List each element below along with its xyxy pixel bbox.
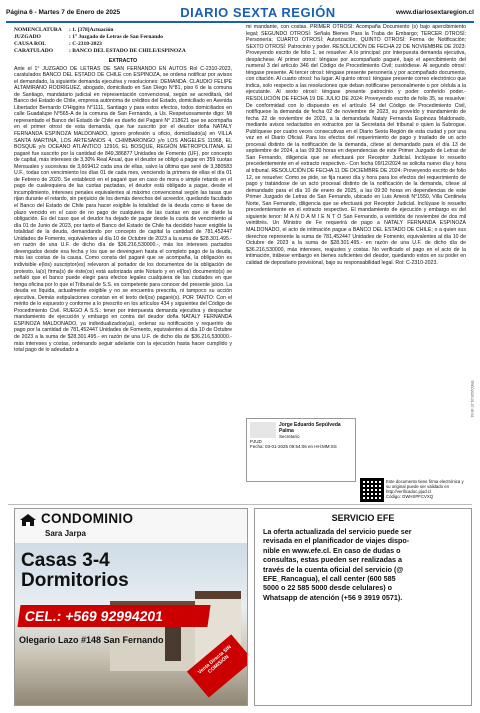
page-info — [6, 9, 120, 16]
signer-role: Secretario — [279, 434, 300, 439]
meta-key: CAUSA ROL — [14, 41, 46, 47]
ad-badge: Venta Directa SIN COMISIÓN — [187, 634, 248, 697]
newspaper-title: DIARIO SEXTA REGIÓN — [180, 4, 336, 20]
meta-row — [14, 41, 229, 48]
ad-title: CONDOMINIO — [41, 511, 134, 526]
service-line: consultas, estas pueden ser realizadas a — [263, 555, 403, 565]
page-header — [6, 4, 474, 20]
service-line: La oferta actualizada del servicio puede ser — [263, 527, 412, 536]
verification-text: Este documento tiene firma electrónica y su original puede ser validado en http://verificadoc.pjud.cl — [386, 479, 464, 494]
service-line: 5000 o 22 585 5000 desde celulares) o — [263, 583, 393, 593]
service-line: nible en www.efe.cl. En caso de dudas o — [263, 545, 401, 555]
signer-name: Jorge Eduardo Sepúlveda Palma — [279, 422, 341, 434]
verification-code: Código: GWHXPFCVXQ — [386, 494, 434, 499]
meta-row — [14, 34, 229, 41]
ad-headline — [21, 551, 129, 591]
service-line: través de la cuenta oficial del servicio (@ — [263, 564, 404, 574]
meta-row — [14, 27, 229, 34]
meta-row — [14, 48, 229, 55]
meta-key: JUZGADO — [14, 34, 41, 40]
meta-key: NOMENCLATURA — [14, 27, 62, 33]
extract-left-column — [14, 58, 232, 516]
ad-phone: CEL.: +569 92994201 — [17, 605, 210, 627]
signature-date: Fecha: 03-01-2025 09:54:06 en HH:MM:SS — [250, 444, 337, 449]
service-line: EFE_Rancagua), el call center (600 585 — [263, 574, 396, 584]
service-title: SERVICIO EFE — [331, 513, 395, 523]
section-divider — [8, 504, 472, 505]
service-body — [263, 527, 463, 602]
meta-value: : BANCO DEL ESTADO DE CHILE/ESPINOZA — [69, 48, 186, 54]
extract-title: EXTRACTO — [108, 58, 138, 64]
signer-dept: PJUD — [250, 439, 262, 444]
extract-right-column — [246, 24, 466, 414]
page-number: Página 6 — [6, 8, 33, 16]
house-logo-icon — [19, 513, 37, 527]
case-metadata — [14, 27, 229, 55]
condominio-ad — [14, 508, 248, 706]
page-date: - Martes 7 de Enero de 2025 — [34, 8, 121, 16]
door-shape — [165, 623, 181, 661]
header-divider — [6, 21, 474, 23]
side-code: TREO2025-01-07 09:54 — [470, 380, 474, 418]
electronic-signature — [246, 418, 356, 482]
meta-value: : 1. [378]Actuación — [69, 27, 114, 33]
ad-address: Olegario Lazo #148 San Fernando — [19, 635, 164, 645]
seal-icon — [250, 422, 276, 438]
service-line: revisada en el planificador de viajes dispo- — [263, 536, 410, 546]
verification-note — [386, 479, 468, 499]
meta-value: : 1° Juzgado de Letras de San Fernando — [69, 34, 164, 40]
qr-code-icon — [360, 478, 384, 502]
ad-subtitle: Sara Jarpa — [45, 529, 86, 538]
extract-paragraph: Ante el 1° JUZGADO DE LETRAS DE SAN FERNANDO EN AUTOS Rol C-2310-2023, caratulados BANCO DEL ESTADO DE CHILE con ESPINOZA, se ordena notificar por avisos el demandado, la siguiente demanda ejecutiva y resoluciones: DEMANDA. CLAUDIO FELIPE ALTAMIRANO RODRÍGUEZ, abogado, domiciliado en San Diego N°81, piso 6 de la comuna de Santiago, mandatario judicial en representación convencional, según se acreditará, del Banco del Estado de Chile, empresa autónoma de créditos del Estado, domiciliado en Avenida Libertador Bernardo O'Higgins N°1111, Santiago y para estos efectos, todos domiciliados en calle Guadalupe N°565-A de la comuna de San Fernando, a Us. Respetuosamente digo: Mi representado el Banco del Estado de Chile es dueño del Pagaré N° 218621 que se acompaña en el primer otrosí de esta demanda, que fue suscrito por el deudor doña NATALY FERNANDA ESPINOZA MALDONADO, ignoro profesión u oficio, domiciliado(a) en VILLA SANTA MARTINA, LOS ARTESANOS 4, CHIMBARONGO y/o LOS ANGELES 11968, EL BOSQUE y/o OCEANO ATLÁNTICO 12916, EL BOSQUE, REGIÓN METROPOLITANA. El pagaré fue suscrito por la cantidad de 849,386877 Unidades de Fomento (UF), por concepto de capital, más intereses de 3,30% Real Anual, que el deudor se obligó a pagar en 359 cuotas Mensuales y sucesivas de 3,669412 cada una de ellas, salvo la última que seré de 3,380583 U.F., todas con vencimiento los días 01 de cada mes, venciendo la primera de ellas el día 01 de Febrero de 2020. Se estableció en el pagaré que en caso de mora o simple retardo en el pago de cualesquiera de las cuotas pactadas, el deudor está obligado a pagar, desde el incumplimiento, intereses penales equivalentes al máximo convencional según las tasas que rijan durante el retardo, sin perjuicio de los demás derechos del acreedor, quedando facultado el Banco del Estado de Chile para hacer exigible la totalidad de la deuda como si fuese de plazo vencido en el caso de no pago de cualquiera de las cuotas en que se divide la obligación. Es del caso que el deudor ha dejado de pagar desde la cuota de vencimiento al día 01 de Junio de 2023, por tanto el Banco del Estado de Chile ha decidido hacer exigible la totalidad de la deuda, demandando por concepto de capital la cantidad de 781,452447 Unidades de Fomento, equivalentes al día 10 de Octubre de 2023 a la suma de $28.301.495.- en razón de una U.F. de dicho día de $36.216,530000.-, más los intereses pactados devengados desde esa fecha y los que se devenguen hasta el completo pago de la deuda, más las costas de la causa. Como consta del pagaré que se acompaña, la obligación es indivisible e(los) suscriptor(es) relevaron al portador de los documentos de la obligación de protesto, la(s) firma(s) de éste(os) está autorizada ante Notario y en el(los) documento(s) se señaló que el banco puede elegir para efectos legales cualquiera de las ciudades en que tenga oficina por lo que el Tribunal de S.S. es competente para conocer del presente juicio. La deuda es líquida, actualmente exigible y no se encuentra prescrita, ni tampoco su acción ejecutiva. Demás estipulaciones constan en el texto del(os) pagaré(s). POR TANTO: Con el mérito de lo expuesto y conforme a lo prescrito en los artículos 434 y siguientes del Código de Procedimiento Civil. RUEGO A S.S.: tener por interpuesta demanda ejecutiva y despachar mandamiento de ejecución y embargo en contra del deudor doña NATALY FERNANDA ESPINOZA MALDONADO, ya individualizados(as), ordenar su notificación y requerirlo de pago por la cantidad de 781,452447 Unidades de Fomento, equivalentes al día 10 de Octubre de 2023 a la suma de $28.301.495.- en razón de una U.F. de dicho día de $36.216,530000.- más intereses y costas, ordenando seguir adelante con la ejecución hasta hacer cumplido y total pago de lo adeudado a — [14, 65, 232, 354]
extract-paragraph: mi mandante, con costas. PRIMER OTROSÍ: Acompaña Documento (s) bajo apercibimiento legal; SEGUNDO OTROSÍ: Señala Bienes Para la Traba de Embargo; TERCER OTROSÍ: Personería; CUARTO OTROSÍ: Autorización, QUINTO OTROSÍ: Forma de Notificación; SEXTO OTROSÍ: Patrocinio y poder. RESOLUCIÓN DE FECHA 22 DE NOVIEMBRE DE 2023: Proveyendo escrito de folio 1, se resuelve: A lo principal: por interpuesta demanda ejecutiva, despáchese. Al primer otrosí: téngase por acompañado pagaré, bajo el apercibimiento del numeral 3 del artículo 346 del Código de Procedimiento Civil; custódiese. Al segundo otrosí: téngase presente. Al tercer otrosí: téngase presente personería y por acompañado documento, con citación. Al cuarto otrosí: ha lugar. Al quinto otrosí: téngase presente correo electrónico que indica, solo respecto a las resoluciones que deban notificarse personalmente o por cédula a la ejecutante. Al sexto otrosí: téngase presente patrocinio y poder conferido poder.- RESOLUCIÓN DE FECHA 19 DE JULIO DE 2024: Proveyendo escrito de folio 35, se resuelve: De conformidad con lo dispuesto en el artículo 54 del Código de Procedimiento Civil, notifíquese la demanda de fecha 02 de noviembre de 2023, su proveído y mandamiento de fecha 22 de noviembre de 2023, a la demandada Nataly Fernanda Espinoza Maldonado, mediante avisos redactados en extractos por la Secretaria del tribunal o quien la Subrogue. Publíquese por cuatro veces consecutivas en el Diario Sexta Región de esta ciudad y por una vez en el Diario Oficial. Para los efectos del requerimiento de pago y traslado de un acto procesal distinto de la notificación de la demanda, cítese al demandado para el día 13 de septiembre de 2024, a las 09:30 horas en dependencias de este Primer Juzgado de Letras de San Fernando, diligencia que se efectuará por Receptor Judicial. Inclúyase lo resuelto precedentemente en el extracto respectivo.- Con fecha 09/12/2024 se solicita nuevo día y hora al tribunal. RESOLUCIÓN DE FECHA 11 DE DICIEMBRE DE 2024: Proveyendo escrito de folio 12, se resuelve: Como se pide, se fija nuevo día y hora para los efectos del requerimiento de pago y tratándose de un acto procesal distinto de la notificación de la demanda, cítese al demandado para el día 10 de enero de 2025, a las 09:30 horas en dependencias de este Primer Juzgado de Letras de San Fernando, ubicado en Luis Amesti N°1550, Villa Centinela Norte, San Fernando, diligencia que se efectuará por Receptor Judicial. Inclúyase lo resuelto precedentemente en el extracto respectivo. El mandamiento de ejecución y embargo es del siguiente tenor: M A N D A M I E N T O San Fernando, a veintidós de noviembre de dos mil veintitrés. Un Ministro de Fe requerirá de pago a NATALY FERNANDA ESPINOZA MALDONADO, el acto de intimación pague a BANCO DEL ESTADO DE CHILE; o a quien sus derechos represente la suma de 781,452447 Unidades de Fomento, equivalentes al día 10 de Octubre de 2023 a la suma de $28.301.495.- en razón de una U.F. de dicho día de $36.216,530000, más intereses, reajustes y costas. No verificado el pago en el acto de la intimación, trábese embargo en bienes suficientes del deudor, quedando estos en su poder en calidad de depositario provisional, bajo su responsabilidad legal. Rol: C-2310-2023. — [246, 24, 466, 266]
meta-key: CARATULADO — [14, 48, 54, 54]
meta-value: : C-2310-2023 — [69, 41, 102, 47]
site-url[interactable]: www.diariosextaregion.cl — [395, 8, 474, 16]
service-line: Whatsapp de atención (+56 9 3919 0571). — [263, 592, 403, 602]
service-efe-box — [254, 508, 472, 706]
ad-headline-line: Casas 3-4 — [21, 550, 110, 571]
ad-headline-line: Dormitorios — [21, 570, 129, 591]
